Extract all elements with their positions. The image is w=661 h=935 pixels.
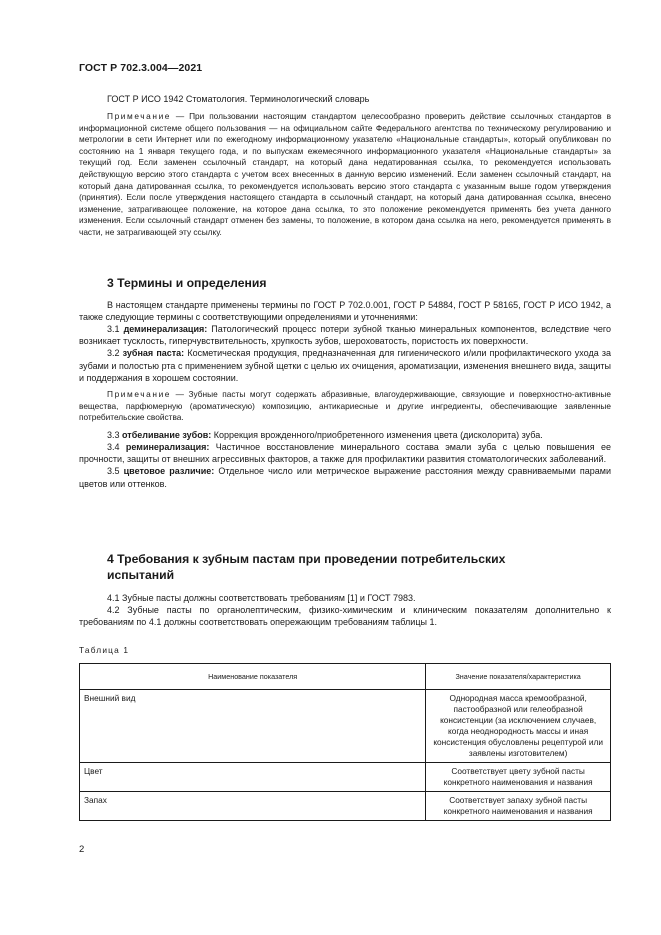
note-references (79, 111, 611, 239)
document-header: ГОСТ Р 702.3.004—2021 (79, 62, 203, 74)
section-3 (79, 276, 611, 490)
section-3-title: 3 Термины и определения (107, 276, 267, 290)
table-header-row (80, 664, 611, 690)
section-4-title: 4 Требования к зубным пастам при проведении потребительских испытаний (107, 552, 506, 582)
page-number: 2 (79, 844, 85, 855)
table-caption: Таблица 1 (79, 645, 130, 655)
table-row (80, 792, 611, 821)
section-3-intro: В настоящем стандарте применены термины по ГОСТ Р 702.0.001, ГОСТ Р 54884, ГОСТ Р 58165, ГОСТ Р ИСО 1942, а также следующие термины с соответствующими определениями и уточнениями: (79, 299, 611, 322)
note-toothpaste: Примечание — Зубные пасты могут содержать абразивные, влагоудерживающие, связующие и поверхностно-активные вещества, парфюмерную (ароматическую) композицию, антикариесные и другие ингредиенты, обеспечивающие заявленные потребительские свойства. (79, 388, 611, 423)
table-cell-value: Однородная масса кремообразной, пастообразной или гелеобразной консистенции (за исключением случаев, когда неоднородность массы и иная консистенция обусловлены рецептурой или заявлены изготовителем) (426, 690, 611, 763)
para-4-1: 4.1 Зубные пасты должны соответствовать требованиям [1] и ГОСТ 7983. (107, 593, 416, 603)
table-row (80, 763, 611, 792)
term-3-1: 3.1 деминерализация: Патологический процесс потери зубной тканью минеральных компонентов, вследствие чего возникает тусклость, гиперчувствительность, хрупкость зубов, шероховатость, пористость их поверхности. (79, 323, 612, 347)
references-block (79, 93, 611, 105)
table-cell-value: Соответствует цвету зубной пасты конкретного наименования и названия (426, 763, 611, 792)
column-header-value: Значение показателя/характеристика (426, 664, 611, 690)
term-3-2: 3.2 зубная паста: Косметическая продукция, предназначенная для гигиенического и/или профилактического ухода за зубами и полостью рта с применением зубной щетки с целью их очищения, ароматизации, изменения внешнего вида, защиты и поддержания в хорошем состоянии. (79, 348, 612, 383)
term-3-3: 3.3 отбеливание зубов: Коррекция врожденного/приобретенного изменения цвета (дисколорита) зуба. (107, 429, 543, 440)
note-label: Примечание (107, 111, 172, 121)
table-cell-name: Цвет (80, 763, 426, 792)
table-cell-value: Соответствует запаху зубной пасты конкретного наименования и названия (426, 792, 611, 821)
table-1-block (79, 644, 611, 821)
note-text: — При пользовании настоящим стандартом целесообразно проверить действие ссылочных стандартов в информационной системе общего пользования — на официальном сайте Федерального агентства по техническому регулированию и метрологии в сети Интернет или по ежегодному информационному указателю «Национальные стандарты», который опубликован по состоянию на 1 января текущего года, и по выпускам ежемесячного информационного указателя «Национальные стандарты» за текущий год. Если заменен ссылочный стандарт, на который дана недатированная ссылка, то рекомендуется использовать действующую версию этого стандарта с учетом всех внесенных в данную версию изменений. Если заменен ссылочный стандарт, на который дана датированная ссылка, то рекомендуется использовать версию этого стандарта с указанным выше годом утверждения (принятия). Если после утверждения настоящего стандарта в ссылочный стандарт, на который дана датированная ссылка, внесено изменение, затрагивающее положение, на которое дана ссылка, то это положение рекомендуется применять без учета данного изменения. Если ссылочный стандарт отменен без замены, то положение, в котором дана ссылка на него, рекомендуется применять в части, не затрагивающей эту ссылку. (79, 111, 611, 237)
section-4 (79, 552, 611, 629)
para-4-2: 4.2 Зубные пасты по органолептическим, физико-химическим и клиническим показателям дополнительно к требованиям по 4.1 должны соответствовать опережающим требованиям таблицы 1. (79, 605, 611, 628)
term-3-4: 3.4 реминерализация: Частичное восстановление минерального состава эмали зуба с целью повышения ее прочности, защиты от внешних агрессивных факторов, а также для профилактики развития стоматологических заболеваний. (79, 441, 611, 465)
requirements-table (79, 663, 611, 821)
table-cell-name: Запах (80, 792, 426, 821)
table-row (80, 690, 611, 763)
term-3-5: 3.5 цветовое различие: Отдельное число или метрическое выражение расстояния между сравниваемыми парами цветов или оттенков. (79, 466, 611, 489)
column-header-indicator: Наименование показателя (80, 664, 426, 690)
reference-gost-iso-1942: ГОСТ Р ИСО 1942 Стоматология. Терминологический словарь (107, 94, 370, 104)
table-cell-name: Внешний вид (80, 690, 426, 763)
